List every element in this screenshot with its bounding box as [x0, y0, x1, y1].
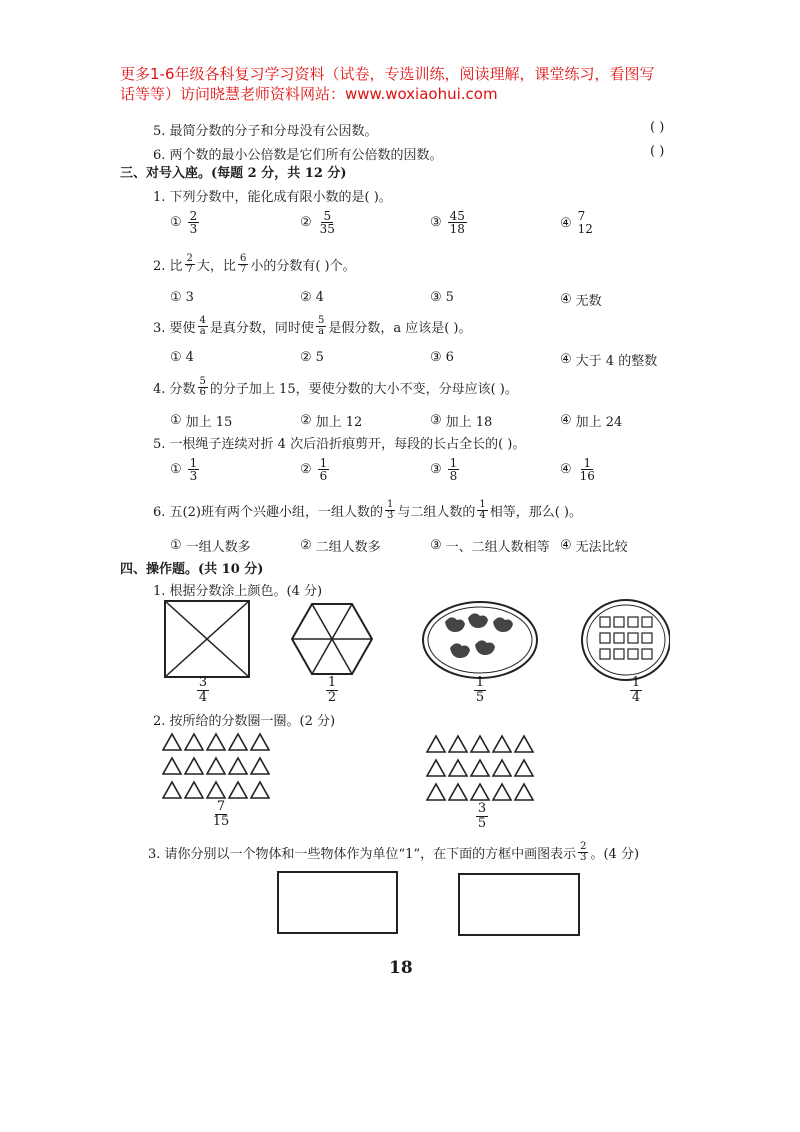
q3-5-option-b[interactable]: ② $\frac{1}{6}$ — [300, 456, 328, 483]
q3-3-option-b[interactable]: ② 5 — [300, 350, 324, 365]
judge-paren-6[interactable]: ( ) — [650, 144, 665, 159]
triangles-group-left[interactable] — [162, 732, 277, 800]
drawing-box-group-objects[interactable] — [458, 873, 580, 936]
q3-3-text: 3. 要使 $\frac{4}{a}$ 是真分数，同时使 $\frac{5}{a}$ 是假分数，a 应该是( )。 — [153, 315, 472, 337]
q3-1-option-b[interactable]: ② $\frac{5}{35}$ — [300, 209, 335, 236]
judge-item-5: 5. 最简分数的分子和分母没有公因数。 — [153, 124, 378, 139]
q3-3-option-c[interactable]: ③ 6 — [430, 350, 454, 365]
q3-5-option-a[interactable]: ① $\frac{1}{3}$ — [170, 456, 198, 483]
option-mark: ③ — [430, 215, 442, 230]
q3-1-option-c[interactable]: ③ $\frac{45}{18}$ — [430, 209, 465, 236]
q4-3-text: 3. 请你分别以一个物体和一些物体作为单位“1”，在下面的方框中画图表示 $\frac{2}{3}$ 。(4 分) — [148, 841, 640, 863]
q3-2-text: 2. 比 $\frac{2}{7}$ 大，比 $\frac{6}{7}$ 小的分数有( )个。 — [153, 253, 356, 275]
q3-4-text: 4. 分数 $\frac{5}{6}$ 的分子加上 15，要使分数的大小不变，分母应该( )。 — [153, 376, 518, 398]
q3-1-option-a[interactable]: ① $\frac{2}{3}$ — [170, 209, 198, 236]
q3-2-option-a[interactable]: ① 3 — [170, 290, 194, 305]
q3-5-text: 5. 一根绳子连续对折 4 次后沿折痕剪开，每段的长占全长的( )。 — [153, 437, 526, 452]
q3-6-option-b[interactable]: ② 二组人数多 — [300, 538, 381, 555]
judge-paren-5[interactable]: ( ) — [650, 120, 665, 135]
square-figure[interactable] — [165, 601, 249, 677]
q3-5-option-d[interactable]: ④ $\frac{1}{16}$ — [560, 456, 595, 483]
hexagon-figure[interactable] — [292, 604, 372, 674]
q3-6-option-a[interactable]: ① 一组人数多 — [170, 538, 251, 555]
q3-1-option-d[interactable]: ④ 7 12 — [560, 209, 593, 236]
section-4-title: 四、操作题。(共 10 分) — [120, 562, 264, 577]
fraction-label-square: $\frac{3}{4}$ — [198, 675, 208, 705]
q3-4-option-c[interactable]: ③ 加上 18 — [430, 413, 493, 430]
fraction-label-left-triangles: $\frac{7}{15}$ — [212, 799, 230, 829]
option-mark: ① — [170, 215, 182, 230]
page-number: 18 — [389, 958, 413, 978]
cubes-ellipse[interactable] — [582, 600, 670, 680]
q3-4-option-d[interactable]: ④ 加上 24 — [560, 413, 623, 430]
q3-6-text: 6. 五(2)班有两个兴趣小组，一组人数的 $\frac{1}{3}$ 与二组人数的 $\frac{1}{4}$ 相等，那么( )。 — [153, 499, 582, 521]
fraction-label-chickens: $\frac{1}{5}$ — [475, 675, 485, 705]
q3-6-option-d[interactable]: ④ 无法比较 — [560, 538, 628, 555]
q3-6-option-c[interactable]: ③ 一、二组人数相等 — [430, 538, 550, 555]
ad-line-2: 话等等）访问晓慧老师资料网站：www.woxiaohui.com — [120, 85, 498, 103]
q3-1-text: 1. 下列分数中，能化成有限小数的是( )。 — [153, 190, 392, 205]
fraction-label-hexagon: $\frac{1}{2}$ — [327, 675, 337, 705]
fraction-label-right-triangles: $\frac{3}{5}$ — [477, 801, 487, 831]
q3-4-option-a[interactable]: ① 加上 15 — [170, 413, 233, 430]
option-mark: ④ — [560, 215, 572, 231]
q3-2-option-b[interactable]: ② 4 — [300, 290, 324, 305]
triangles-group-right[interactable] — [426, 734, 541, 802]
q4-2-text: 2. 按所给的分数圈一圈。(2 分) — [153, 714, 336, 729]
fraction-label-cubes: $\frac{1}{4}$ — [631, 675, 641, 705]
q3-4-option-b[interactable]: ② 加上 12 — [300, 413, 363, 430]
q3-5-option-c[interactable]: ③ $\frac{1}{8}$ — [430, 456, 458, 483]
judge-item-6: 6. 两个数的最小公倍数是它们所有公倍数的因数。 — [153, 148, 443, 163]
q3-3-option-d[interactable]: ④ 大于 4 的整数 — [560, 352, 658, 369]
option-mark: ② — [300, 215, 312, 230]
fraction-figures — [150, 595, 670, 695]
q3-3-option-a[interactable]: ① 4 — [170, 350, 194, 365]
chickens-ellipse[interactable] — [423, 602, 537, 678]
drawing-box-single-object[interactable] — [277, 871, 398, 934]
q3-2-option-c[interactable]: ③ 5 — [430, 290, 454, 305]
q4-1-text: 1. 根据分数涂上颜色。(4 分) — [153, 584, 323, 599]
ad-line-1: 更多1-6年级各科复习学习资料（试卷，专选训练，阅读理解，课堂练习，看图写 — [120, 65, 655, 83]
section-3-title: 三、对号入座。(每题 2 分，共 12 分) — [120, 166, 347, 181]
q3-2-option-d[interactable]: ④ 无数 — [560, 292, 602, 309]
